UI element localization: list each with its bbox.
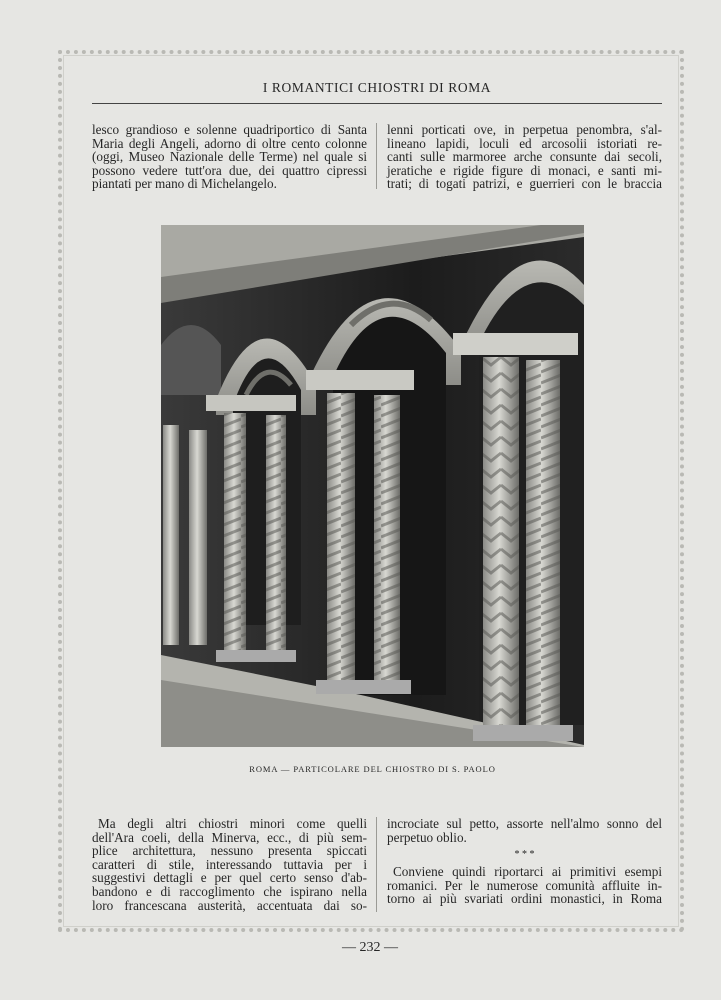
- bottom-right-column: [387, 817, 662, 906]
- text-line: (oggi, Museo Nazionale delle Terme) nel quale si: [92, 149, 367, 165]
- text-line: torno ai più svariati ordini monastici, in Roma: [387, 891, 662, 907]
- text-line: lenni porticati ove, in perpetua penombra, s'al-: [387, 122, 662, 137]
- text-line: incrociate sul petto, assorte nell'almo sonno del: [387, 816, 662, 831]
- text-line: dell'Ara coeli, della Minerva, ecc., di più sem-: [92, 829, 367, 845]
- text-line: romanici. Per le numerose comunità affluite in-: [387, 877, 662, 893]
- text-line: lesco grandioso e solenne quadriportico di Santa: [92, 122, 367, 137]
- text-line: canti sulle marmoree arche consunte dai secoli,: [387, 149, 662, 165]
- top-left-column: [92, 123, 367, 191]
- text-line: plice architettura, nessuno presenta spiccati: [92, 843, 367, 859]
- page-number: — 232 —: [342, 940, 398, 955]
- text-line: piantati per mano di Michelangelo.: [92, 176, 277, 192]
- text-line: perpetuo oblio.: [387, 829, 467, 845]
- text-line: Maria degli Angeli, adorno di oltre cento colonne: [92, 135, 367, 151]
- text-line: Conviene quindi riportarci ai primitivi esempi: [393, 864, 662, 880]
- text-line: loro francescana austerità, accentuata dai so-: [92, 897, 367, 913]
- header-rule: [92, 103, 662, 104]
- text-line: caratteri di stile, interessando tuttavia per i: [92, 856, 367, 872]
- top-right-column: [387, 123, 662, 191]
- text-line: Ma degli altri chiostri minori come quelli: [98, 816, 367, 831]
- running-head: I ROMANTICI CHIOSTRI DI ROMA: [262, 80, 492, 95]
- figure-caption: ROMA — PARTICOLARE DEL CHIOSTRO DI S. PAOLO: [249, 764, 496, 774]
- cloister-photograph: [161, 225, 584, 747]
- text-line: bandono e di raccoglimento che ispirano nella: [92, 883, 367, 899]
- text-line: lineano lapidi, loculi ed arcosolii istoriati re-: [387, 135, 662, 151]
- text-line: trati; di togati patrizi, e guerrieri con le braccia: [387, 176, 662, 192]
- column-rule-bottom: [376, 817, 377, 912]
- text-line: suggestivi dettagli e per quel certo senso d'ab-: [92, 870, 367, 886]
- bottom-left-column: [92, 817, 367, 912]
- column-rule-top: [376, 123, 377, 189]
- asterism: * * *: [514, 849, 535, 861]
- text-line: possono vedere tutt'ora due, dei quattro cipressi: [92, 162, 367, 178]
- text-line: jeratiche e rigide figure di monaci, e santi mi-: [387, 162, 662, 178]
